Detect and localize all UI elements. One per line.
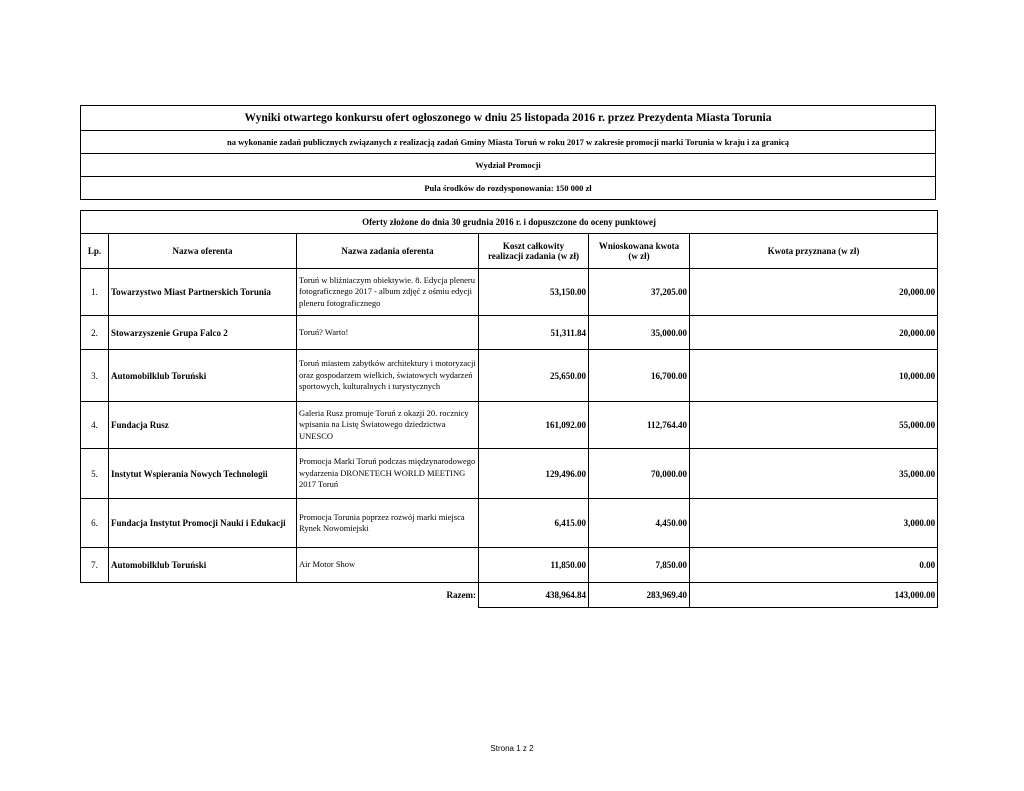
totals-cost: 438,964.84 <box>479 583 589 608</box>
row-lp: 2. <box>81 316 109 350</box>
row-lp: 7. <box>81 548 109 583</box>
totals-spacer <box>81 583 109 608</box>
col-requested-line1: Wnioskowana kwota <box>598 241 680 251</box>
page-subtitle: na wykonanie zadań publicznych związanych z realizacją zadań Gminy Miasta Toruń w roku 2017 w zakresie promocji marki Torunia w kraju i za granicą <box>81 131 935 154</box>
col-lp: Lp. <box>81 234 109 269</box>
column-header-row <box>81 234 938 269</box>
row-task: Toruń? Warto! <box>297 316 479 350</box>
row-granted: 20,000.00 <box>690 269 938 316</box>
row-lp: 5. <box>81 449 109 499</box>
row-requested: 35,000.00 <box>589 316 690 350</box>
table-caption-row <box>81 211 938 234</box>
row-cost: 11,850.00 <box>479 548 589 583</box>
row-task: Galeria Rusz promuje Toruń z okazji 20. rocznicy wpisania na Listę Światowego dziedzictwa UNESCO <box>297 402 479 449</box>
funding-pool: Pula środków do rozdysponowania: 150 000 zł <box>424 183 592 193</box>
col-cost-line1: Koszt całkowity <box>502 241 565 251</box>
row-task: Promocja Marki Toruń podczas międzynarodowego wydarzenia DRONETECH WORLD MEETING 2017 Toruń <box>297 449 479 499</box>
row-task: Toruń w bliźniaczym obiektywie. 8. Edycja pleneru fotograficznego 2017 - album zdjęć z ośmiu edycji pleneru fotograficznego <box>297 269 479 316</box>
table-row <box>81 316 938 350</box>
offers-table <box>80 210 938 608</box>
row-task: Promocja Torunia poprzez rozwój marki miejsca Rynek Nowomiejski <box>297 499 479 548</box>
col-requested-line2: (w zł) <box>628 251 650 261</box>
col-cost-line2: realizacji zadania (w zł) <box>487 251 580 261</box>
table-row <box>81 269 938 316</box>
col-granted: Kwota przyznana (w zł) <box>690 234 938 269</box>
row-name: Automobilklub Toruński <box>109 548 297 583</box>
row-name: Fundacja Instytut Promocji Nauki i Edukacji <box>109 499 297 548</box>
totals-requested: 283,969.40 <box>589 583 690 608</box>
row-name: Towarzystwo Miast Partnerskich Torunia <box>109 269 297 316</box>
col-requested <box>589 234 690 269</box>
row-lp: 4. <box>81 402 109 449</box>
header-box <box>80 105 936 200</box>
row-name: Fundacja Rusz <box>109 402 297 449</box>
department: Wydział Promocji <box>81 154 935 177</box>
page-title: Wyniki otwartego konkursu ofert ogłoszonego w dniu 25 listopada 2016 r. przez Prezydenta Miasta Torunia <box>81 106 935 131</box>
row-requested: 70,000.00 <box>589 449 690 499</box>
totals-spacer <box>109 583 297 608</box>
row-cost: 51,311.84 <box>479 316 589 350</box>
totals-row <box>81 583 938 608</box>
table-row <box>81 548 938 583</box>
row-lp: 6. <box>81 499 109 548</box>
table-caption: Oferty złożone do dnia 30 grudnia 2016 r. i dopuszczone do oceny punktowej <box>81 211 938 234</box>
table-row <box>81 499 938 548</box>
row-lp: 1. <box>81 269 109 316</box>
table-row <box>81 449 938 499</box>
row-requested: 112,764.40 <box>589 402 690 449</box>
row-granted: 3,000.00 <box>690 499 938 548</box>
row-cost: 6,415.00 <box>479 499 589 548</box>
row-name: Automobilklub Toruński <box>109 350 297 402</box>
totals-granted: 143,000.00 <box>690 583 938 608</box>
row-cost: 25,650.00 <box>479 350 589 402</box>
row-task: Toruń miastem zabytków architektury i motoryzacji oraz gospodarzem wielkich, światowych wydarzeń sportowych, kulturalnych i turystycznych <box>297 350 479 402</box>
row-cost: 53,150.00 <box>479 269 589 316</box>
row-granted: 10,000.00 <box>690 350 938 402</box>
row-granted: 55,000.00 <box>690 402 938 449</box>
col-cost <box>479 234 589 269</box>
col-name: Nazwa oferenta <box>109 234 297 269</box>
row-cost: 129,496.00 <box>479 449 589 499</box>
row-task: Air Motor Show <box>297 548 479 583</box>
col-task: Nazwa zadania oferenta <box>297 234 479 269</box>
page-number: Strona 1 z 2 <box>490 744 534 753</box>
row-requested: 7,850.00 <box>589 548 690 583</box>
row-cost: 161,092.00 <box>479 402 589 449</box>
table-row <box>81 350 938 402</box>
row-granted: 0.00 <box>690 548 938 583</box>
row-name: Stowarzyszenie Grupa Falco 2 <box>109 316 297 350</box>
table-row <box>81 402 938 449</box>
row-requested: 37,205.00 <box>589 269 690 316</box>
row-lp: 3. <box>81 350 109 402</box>
row-requested: 16,700.00 <box>589 350 690 402</box>
row-requested: 4,450.00 <box>589 499 690 548</box>
totals-label: Razem: <box>446 590 476 601</box>
row-name: Instytut Wspierania Nowych Technologii <box>109 449 297 499</box>
row-granted: 20,000.00 <box>690 316 938 350</box>
row-granted: 35,000.00 <box>690 449 938 499</box>
